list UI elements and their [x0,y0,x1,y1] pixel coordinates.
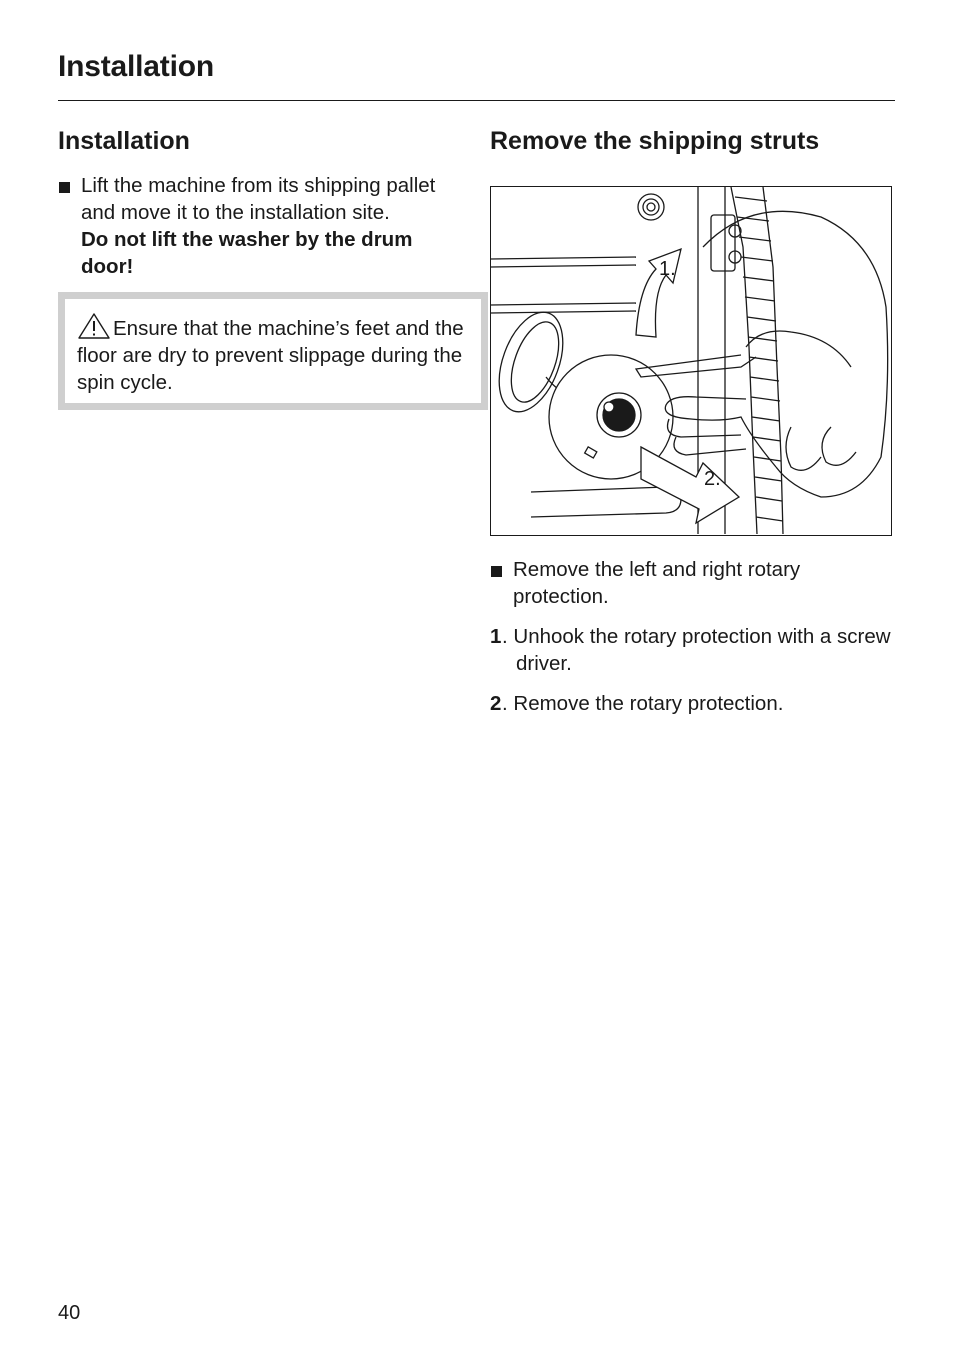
page-title: Installation [58,50,214,83]
illustration-svg [491,187,890,534]
step-item-1 [490,623,900,677]
lift-instruction: Lift the machine from its shipping pallet and move it to the installation site. [81,174,436,224]
step-text: . Remove the rotary protection. [502,692,784,715]
warning-box [58,292,488,410]
rotary-protection-illustration [490,186,892,536]
installation-heading: Installation [58,127,190,155]
warning-text: Ensure that the machine’s feet and the floor are dry to prevent slippage during the spin cycle. [77,317,464,394]
bullet-square-icon [59,182,70,193]
step-2-label: 2. [704,468,721,490]
drum-door-warning: Do not lift the washer by the drum door! [81,228,413,278]
list-item [490,556,900,610]
step-item-2 [490,690,900,717]
list-item [58,172,468,280]
shipping-struts-section [490,124,900,717]
title-divider [58,100,895,101]
shipping-struts-heading: Remove the shipping struts [490,127,820,155]
step-number: 1 [490,625,502,648]
step-1-label: 1. [659,258,676,280]
page-number: 40 [58,1302,81,1324]
step-text: . Unhook the rotary protection with a screw driver. [502,625,891,675]
bullet-square-icon [491,566,502,577]
warning-triangle-icon [77,313,111,339]
step-number: 2 [490,692,502,715]
installation-section [58,124,468,410]
step-list [490,556,900,717]
remove-protection-text: Remove the left and right rotary protection. [513,558,801,608]
